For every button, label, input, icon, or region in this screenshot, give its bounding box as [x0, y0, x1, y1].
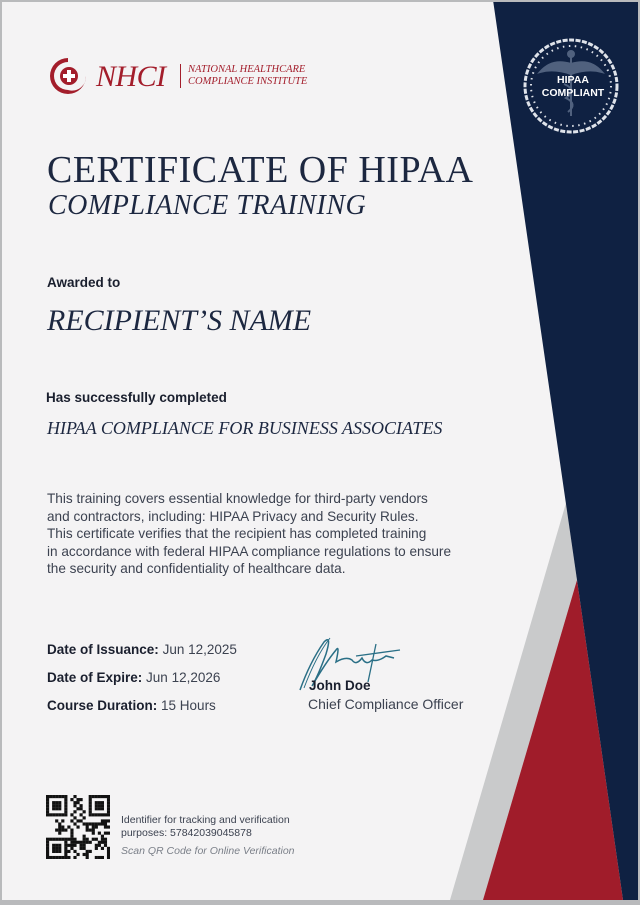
completed-label: Has successfully completed — [46, 390, 227, 405]
identifier-line2: purposes: 57842039045878 — [121, 827, 252, 839]
seal-text — [523, 74, 623, 100]
signer-role: Chief Compliance Officer — [308, 696, 464, 712]
logo-line1: NATIONAL HEALTHCARE — [188, 64, 306, 75]
certificate-title: CERTIFICATE OF HIPAA — [47, 149, 474, 191]
certificate-page — [2, 2, 638, 900]
description-line: This certificate verifies that the recipient has completed training — [47, 526, 427, 542]
description-line: in accordance with federal HIPAA compliance regulations to ensure — [47, 543, 452, 559]
detail-value: Jun 12,2025 — [162, 642, 237, 657]
decorative-shapes — [2, 2, 638, 900]
awarded-label: Awarded to — [47, 275, 121, 290]
detail-value: Jun 12,2026 — [146, 670, 221, 685]
course-name: HIPAA COMPLIANCE FOR BUSINESS ASSOCIATES — [47, 418, 443, 438]
detail-label: Date of Expire: — [47, 670, 143, 685]
verification-identifier — [121, 814, 290, 840]
course-duration — [47, 698, 216, 713]
seal-line2: COMPLIANT — [541, 87, 605, 99]
description-line: the security and confidentiality of healthcare data. — [47, 561, 346, 577]
issuance-date — [47, 642, 237, 657]
detail-label: Date of Issuance: — [47, 642, 159, 657]
identifier-line1: Identifier for tracking and verification — [121, 814, 290, 826]
description-line: and contractors, including: HIPAA Privacy and Security Rules. — [47, 508, 419, 524]
description — [47, 490, 497, 578]
logo-line2: COMPLIANCE INSTITUTE — [188, 76, 308, 87]
description-line: This training covers essential knowledge for third-party vendors — [47, 491, 428, 506]
certificate-subtitle: COMPLIANCE TRAINING — [48, 190, 367, 221]
logo-divider — [180, 64, 181, 88]
detail-label: Course Duration: — [47, 698, 158, 713]
medical-cross-icon — [46, 56, 90, 96]
logo-subtitle — [188, 64, 307, 88]
signer-name: John Doe — [309, 678, 371, 693]
recipient-name: RECIPIENT’S NAME — [47, 304, 312, 337]
seal-line1: HIPAA — [557, 74, 589, 86]
logo-acronym: NHCI — [96, 60, 166, 93]
detail-value: 15 Hours — [161, 698, 216, 713]
scan-instruction: Scan QR Code for Online Verification — [121, 845, 295, 857]
qr-code[interactable] — [46, 795, 110, 859]
expire-date — [47, 670, 220, 685]
